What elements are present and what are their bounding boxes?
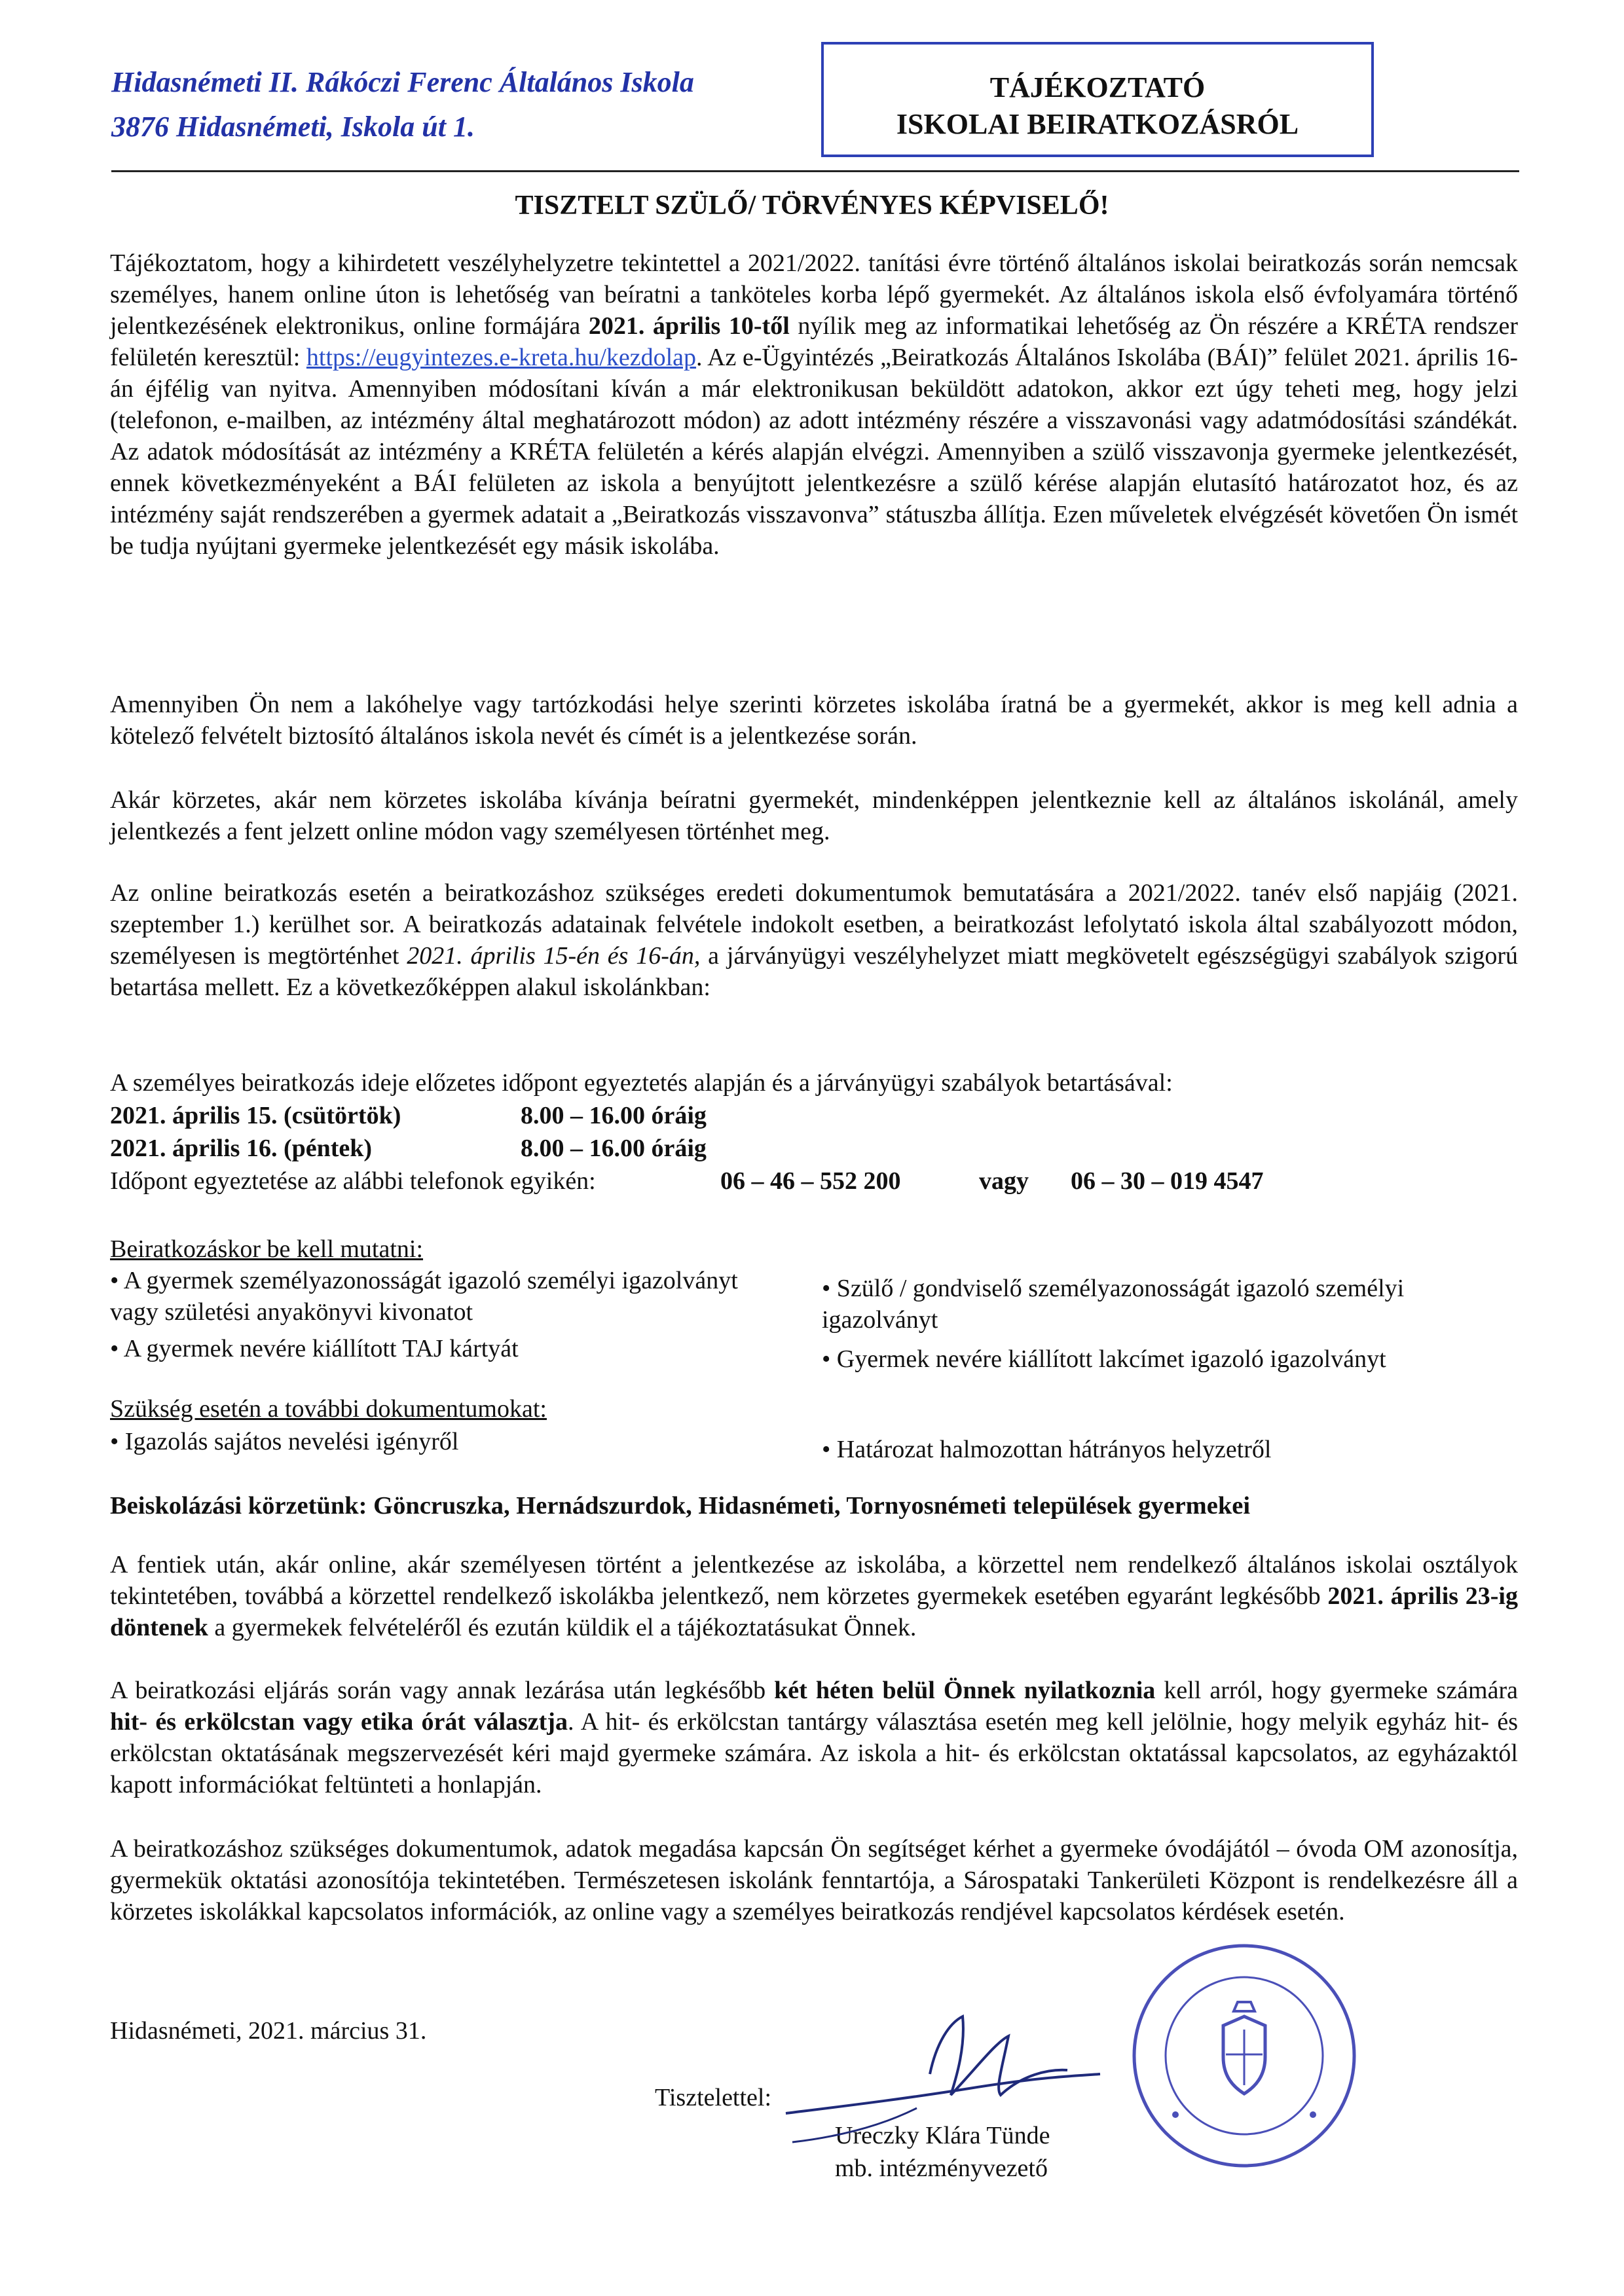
phone-label: Időpont egyeztetése az alábbi telefonok egyikén: — [110, 1167, 596, 1195]
school-name: Hidasnémeti II. Rákóczi Ferenc Általános Iskola — [111, 66, 694, 98]
p6-text-b: kell arról, hogy gyermeke számára — [1155, 1677, 1518, 1704]
regards-label: Tisztelettel: — [655, 2084, 772, 2111]
p7-text: A beiratkozáshoz szükséges dokumentumok, adatok megadása kapcsán Ön segítséget kérhet a gyermeke óvodájától – óvoda OM azonosítja, gyermekük oktatási azonosítója tekintetében. Természetesen iskolánk fenntartója, a Sárospataki Tankerületi Központ is rendelkezésre áll a körzetes iskolákkal kapcsolatos információk, az online vagy a személyes beiratkozás rendjével kapcsolatos kérdések esetén. — [110, 1835, 1518, 1925]
schedule-intro: A személyes beiratkozás ideje előzetes időpont egyeztetés alapján és a járványügyi szabályok betartásával: — [110, 1069, 1173, 1097]
p4-date-italic: 2021. április 15-én és 16-án, — [407, 942, 701, 970]
required-doc-item: • Szülő / gondviselő személyazonosságát igazoló személyi igazolványt — [822, 1275, 1405, 1334]
phone-or: vagy — [979, 1167, 1029, 1195]
school-stamp — [1113, 1925, 1375, 2187]
paragraph-register-required — [110, 784, 1518, 847]
required-docs-heading: Beiratkozáskor be kell mutatni: — [110, 1235, 424, 1263]
document-title-box — [821, 42, 1374, 157]
schedule-time-1: 8.00 – 16.00 óráig — [521, 1102, 707, 1129]
p1-text-b: nyílik meg az informatikai lehetőség az Ön részére a KRÉTA rendszer felületén keresztül: — [110, 312, 1519, 371]
schedule-day-1: 2021. április 15. (csütörtök) — [110, 1102, 401, 1129]
paragraph-online-enrollment — [110, 247, 1518, 562]
p6-bold-b: hit- és erkölcstan vagy etika órát választja — [110, 1708, 568, 1736]
extra-doc-item: • Igazolás sajátos nevelési igényről — [110, 1428, 459, 1455]
paragraph-ethics-choice — [110, 1675, 1518, 1800]
p6-bold-a: két héten belül Önnek nyilatkoznia — [774, 1677, 1156, 1704]
p1-text-c: . Az e-Ügyintézés „Beiratkozás Általános Iskolába (BÁI)” felület 2021. április 16-án éjfélig van nyitva. Amennyiben módosítani kíván a már elektronikusan beküldött adatokon, akkor ezt úgy teheti meg, hogy jelzi (telefonon, e-mailben, az intézmény által meghatározott módon) az adott intézmény részére a visszavonási vagy adatmódosítási szándékát. Az adatok módosítását az intézmény a KRÉTA felületén a kérés alapján elvégzi. Amennyiben a szülő visszavonja gyermeke jelentkezését, ennek következményeként a BÁI felületen az iskola a benyújtott jelentkezésre a szülő kérése alapján elutasító határozatot hoz, és az intézmény saját rendszerében a gyermek adatait a „Beiratkozás visszavonva” státuszba állítja. Ezen műveletek elvégzését követően Ön ismét be tudja nyújtani gyermeke jelentkezését egy másik iskolába. — [110, 344, 1519, 560]
schedule-time-2: 8.00 – 16.00 óráig — [521, 1135, 707, 1162]
document-title-line2: ISKOLAI BEIRATKOZÁSRÓL — [896, 108, 1299, 140]
extra-docs-heading: Szükség esetén a további dokumentumokat: — [110, 1395, 547, 1423]
school-address: 3876 Hidasnémeti, Iskola út 1. — [111, 111, 475, 143]
p6-text-a: A beiratkozási eljárás során vagy annak lezárása után legkésőbb — [110, 1677, 775, 1704]
place-date: Hidasnémeti, 2021. március 31. — [110, 2017, 427, 2045]
p2-text: Amennyiben Ön nem a lakóhelye vagy tartózkodási helye szerinti körzetes iskolába íratná be a gyermekét, akkor is meg kell adnia a kötelező felvételt biztosító általános iskola nevét és címét is a jelentkezése során. — [110, 691, 1518, 750]
paragraph-help — [110, 1833, 1518, 1927]
handwritten-signature — [779, 1997, 1120, 2154]
kreta-link[interactable]: https://eugyintezes.e-kreta.hu/kezdolap — [306, 344, 697, 371]
signer-title: mb. intézményvezető — [835, 2155, 1048, 2182]
paragraph-document-presentation — [110, 877, 1518, 1003]
header-divider — [111, 170, 1519, 172]
required-doc-item: • A gyermek nevére kiállított TAJ kártyát — [110, 1335, 519, 1362]
school-header — [111, 60, 694, 149]
salutation: TISZTELT SZÜLŐ/ TÖRVÉNYES KÉPVISELŐ! — [515, 191, 1109, 221]
required-doc-item: • A gyermek személyazonosságát igazoló személyi igazolványt vagy születési anyakönyvi kivonatot — [110, 1267, 738, 1326]
p5-text-b: a gyermekek felvételéről és ezután küldik el a tájékoztatásukat Önnek. — [208, 1614, 917, 1641]
p1-text-a: Tájékoztatom, hogy a kihirdetett veszélyhelyzetre tekintettel a 2021/2022. tanítási évre történő általános iskolai beiratkozás során nemcsak személyes, hanem online úton is lehetőség van beíratni a tanköteles korba lépő gyermekét. Az általános iskola első évfolyamára történő jelentkezésének elektronikus, online formájára — [110, 249, 1518, 340]
p6-text-c: . A hit- és erkölcstan tantárgy választása esetén meg kell jelölnie, hogy melyik egyház hit- és erkölcstan oktatásának megszervezését kéri majd gyermeke számára. Az iskola a hit- és erkölcstan oktatással kapcsolatos, az egyházaktól kapott információkat feltünteti a honlapján. — [110, 1708, 1518, 1798]
phone-number-1: 06 – 46 – 552 200 — [720, 1167, 901, 1195]
p4-text-a: Az online beiratkozás esetén a beiratkozáshoz szükséges eredeti dokumentumok bemutatására a 2021/2022. tanév első napjáig (2021. szeptember 1.) kerülhet sor. A beiratkozás adatainak felvétele indokolt esetben, a beiratkozást lefolytató iskola által szabályozott módon, személyesen is megtörténhet — [110, 879, 1518, 970]
p1-date-bold: 2021. április 10-től — [588, 312, 790, 340]
p5-deadline-bold: 2021. április 23-ig döntenek — [110, 1582, 1518, 1641]
p5-text-a: A fentiek után, akár online, akár személyesen történt a jelentkezése az iskolába, a körzettel nem rendelkező általános iskolai osztályok tekintetében, továbbá a körzettel rendelkező iskolákba jelentkező, nem körzetes gyermekek esetében egyaránt legkésőbb — [110, 1551, 1518, 1610]
district-statement: Beiskolázási körzetünk: Göncruszka, Hernádszurdok, Hidasnémeti, Tornyosnémeti települések gyermekei — [110, 1492, 1251, 1520]
paragraph-district-school — [110, 689, 1518, 752]
extra-doc-item: • Határozat halmozottan hátrányos helyzetről — [822, 1436, 1272, 1463]
required-doc-item: • Gyermek nevére kiállított lakcímet igazoló igazolványt — [822, 1345, 1386, 1373]
schedule-day-2: 2021. április 16. (péntek) — [110, 1135, 373, 1162]
p4-text-b: a járványügyi veszélyhelyzet miatt megkövetelt egészségügyi szabályok szigorú betartása mellett. Ez a következőképpen alakul iskolánkban: — [110, 942, 1519, 1001]
document-title-line1: TÁJÉKOZTATÓ — [989, 71, 1206, 103]
signer-name: Ureczky Klára Tünde — [835, 2122, 1050, 2149]
phone-number-2: 06 – 30 – 019 4547 — [1071, 1167, 1264, 1195]
paragraph-admission-decision — [110, 1549, 1518, 1643]
p3-text: Akár körzetes, akár nem körzetes iskolába kívánja beíratni gyermekét, mindenképpen jelentkeznie kell az általános iskolánál, amely jelentkezés a fent jelzett online módon vagy személyesen történhet meg. — [110, 786, 1518, 845]
